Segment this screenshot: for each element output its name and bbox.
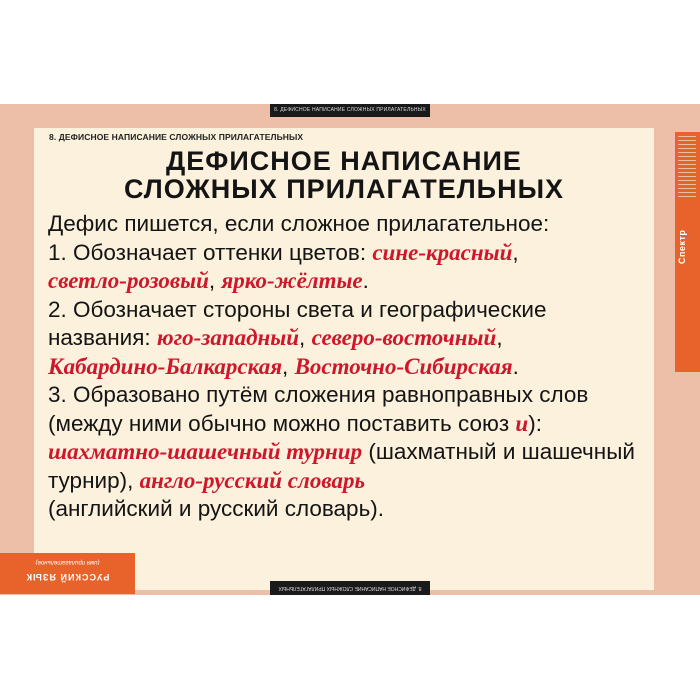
example-2: светло-розовый [48,268,209,293]
example-3: ярко-жёлтые [221,268,363,293]
rule-1-text: 1. Обозначает оттенки цветов: [48,239,373,265]
rule-2-text: 2. Обозначает стороны света и географические названия: [48,296,547,350]
rule-2 [48,296,648,382]
example-8: шахматно-шашечный турнир [48,439,363,464]
rule-3-text: 3. Образовано путём сложения равноправных слов (между ними обычно можно поставить союз [48,382,589,436]
publisher-fine-print [678,136,696,200]
sheet-header: 8. ДЕФИСНОЕ НАПИСАНИЕ СЛОЖНЫХ ПРИЛАГАТЕЛЬНЫХ [49,132,304,142]
badge-topic: (имя прилагательное) [35,559,100,565]
sep: . [512,353,519,379]
sep: . [362,268,369,293]
top-tab-label: 8. ДЕФИСНОЕ НАПИСАНИЕ СЛОЖНЫХ ПРИЛАГАТЕЛЬНЫХ [270,104,430,117]
sep: , [282,353,295,379]
title-line-1: ДЕФИСНОЕ НАПИСАНИЕ [166,146,522,176]
rule-1 [48,239,648,296]
page-title [34,147,654,203]
example-8-note: (шахматный и шашечный турнир), [48,439,635,493]
example-4: юго-западный [156,325,300,350]
example-6: Кабардино-Балкарская [48,353,283,379]
rule-3 [48,381,648,524]
intro-line: Дефис пишется, если сложное прилагательное: [48,211,550,236]
example-7: Восточно-Сибирская [294,353,513,379]
sep: , [299,325,312,350]
publisher-strip [675,132,700,372]
content-panel [34,128,654,590]
rule-text [48,210,648,524]
sep: , [512,239,519,265]
bottom-tab-label: 8. ДЕФИСНОЕ НАПИСАНИЕ СЛОЖНЫХ ПРИЛАГАТЕЛЬНЫХ [270,581,430,595]
example-1: сине-красный [372,239,513,265]
sep: , [496,325,503,350]
subject-badge [0,553,135,594]
title-line-2: СЛОЖНЫХ ПРИЛАГАТЕЛЬНЫХ [123,174,565,204]
publisher-logo: Спектр [677,229,687,265]
example-5: северо-восточный [311,325,497,350]
sep: ): [528,410,542,436]
poster [0,104,700,595]
sep: , [208,268,222,293]
example-9: англо-русский словарь [139,467,365,493]
example-9-note: (английский и русский словарь). [48,496,385,521]
conjunction: и [515,410,529,436]
badge-subject: РУССКИЙ ЯЗЫК [25,572,110,582]
